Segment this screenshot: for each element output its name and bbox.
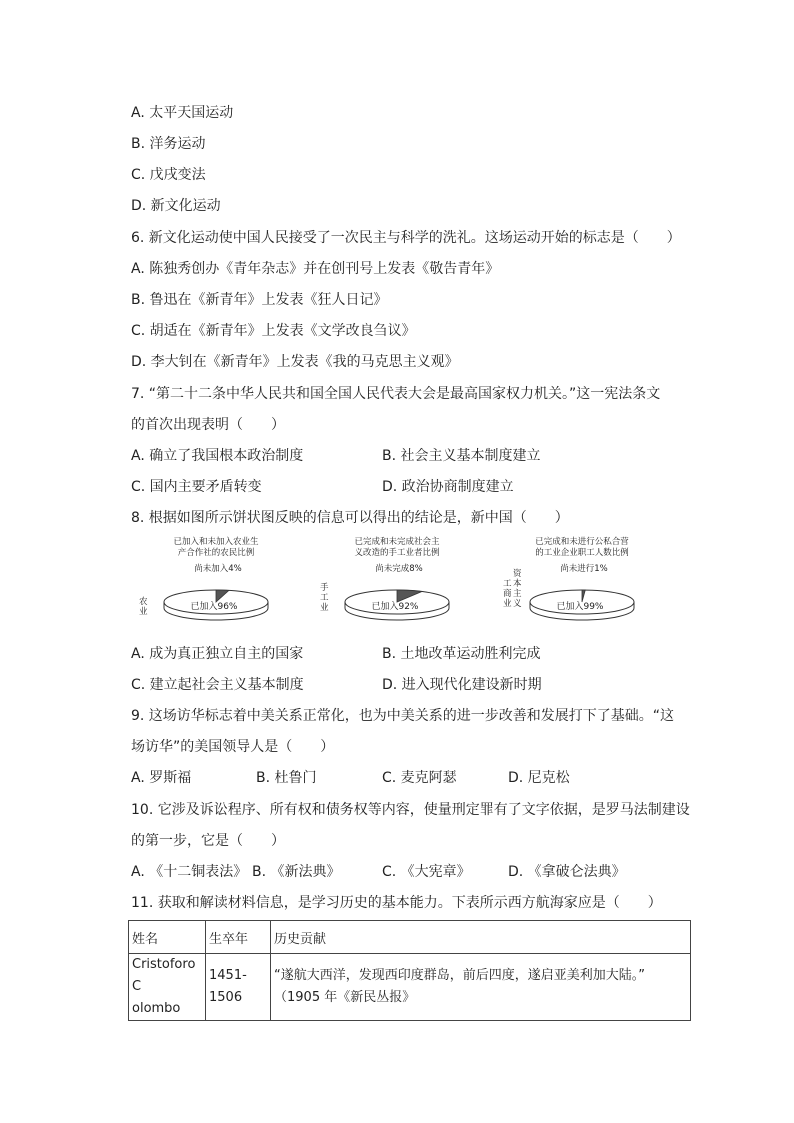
q9-stem-line1: 9. 这场访华标志着中美关系正常化，也为中美关系的进一步改善和发展打下了基础。“这: [131, 708, 675, 724]
pie-industry-svg: [497, 534, 647, 624]
q8-option-c: C. 建立起社会主义基本制度: [131, 677, 304, 693]
pie-side-label-char: 本: [513, 579, 522, 589]
q10-stem-line1: 10. 它涉及诉讼程序、所有权和债务权等内容，使量刑定罪有了文字依据，是罗马法制建设: [131, 802, 690, 818]
q7-option-d: D. 政治协商制度建立: [382, 479, 514, 495]
cell-contribution-line1: “遂航大西洋，发现西印度群岛，前后四度，遂启亚美利加大陆。”: [274, 968, 645, 983]
pie-slice-small-label: 尚未加入4%: [194, 564, 242, 574]
q6-stem: 6. 新文化运动使中国人民接受了一次民主与科学的洗礼。这场运动开始的标志是（ ）: [131, 230, 681, 246]
q6-option-c: C. 胡适在《新青年》上发表《文学改良刍议》: [131, 323, 416, 339]
q5-option-a: A. 太平天国运动: [131, 105, 234, 121]
q10-option-a: A. 《十二铜表法》: [131, 864, 248, 880]
q10-option-b: B. 《新法典》: [252, 864, 341, 880]
cell-years: 1451-1506: [206, 954, 271, 1021]
table-header-row: [129, 921, 691, 954]
pie-slice-main-label: 已加入96%: [190, 602, 238, 612]
q10-option-c: C. 《大宪章》: [382, 864, 471, 880]
q7-stem-line1: 7. “第二十二条中华人民共和国全国人民代表大会是最高国家权力机关。”这一宪法条文: [131, 386, 661, 402]
pie-side-label-char: 商: [503, 589, 512, 599]
q6-option-d: D. 李大钊在《新青年》上发表《我的马克思主义观》: [131, 354, 459, 370]
pie-side-label-char: 农: [139, 597, 148, 607]
pie-side-label-char: 资: [513, 569, 522, 579]
q8-option-d: D. 进入现代化建设新时期: [382, 677, 542, 693]
q7-option-b: B. 社会主义基本制度建立: [382, 448, 541, 464]
q9-option-b: B. 杜鲁门: [256, 770, 317, 786]
pie-side-label-char: 业: [503, 599, 512, 609]
pie-chart-handicraft: [312, 534, 462, 624]
q8-stem: 8. 根据如图所示饼状图反映的信息可以得出的结论是，新中国（ ）: [131, 510, 569, 526]
header-name: 姓名: [129, 921, 206, 954]
q11-stem: 11. 获取和解读材料信息，是学习历史的基本能力。下表所示西方航海家应是（ ）: [131, 895, 662, 911]
table-row: [129, 954, 691, 1021]
header-years: 生卒年: [206, 921, 271, 954]
q7-option-a: A. 确立了我国根本政治制度: [131, 448, 304, 464]
q9-stem-line2: 场访华”的美国领导人是（ ）: [131, 739, 335, 755]
pie-caption-line: 已完成和未进行公私合营: [535, 537, 629, 547]
cell-name: [129, 954, 206, 1021]
q8-option-a: A. 成为真正独立自主的国家: [131, 646, 304, 662]
q5-option-d: D. 新文化运动: [131, 198, 221, 214]
q10-stem-line2: 的第一步，它是（ ）: [131, 833, 285, 849]
cell-name-line2: olombo: [132, 1001, 181, 1016]
pie-side-label-char: 工: [320, 593, 329, 603]
pie-side-label-char: 义: [513, 599, 522, 609]
pie-side-label-char: 业: [139, 607, 148, 617]
pie-side-label-char: 工: [503, 579, 512, 589]
q5-option-c: C. 戊戌变法: [131, 167, 206, 183]
pie-caption-line: 已加入和未加入农业生: [173, 537, 259, 547]
pie-side-label-char: 主: [513, 589, 522, 599]
pie-side-label-char: 业: [320, 603, 329, 613]
q5-option-b: B. 洋务运动: [131, 136, 206, 152]
q6-option-b: B. 鲁迅在《新青年》上发表《狂人日记》: [131, 292, 388, 308]
q9-option-d: D. 尼克松: [508, 770, 570, 786]
pie-caption-line: 已完成和未完成社会主: [354, 537, 440, 547]
cell-name-line1: Cristoforo C: [132, 957, 196, 994]
pie-caption-line: 产合作社的农民比例: [177, 548, 255, 558]
q9-option-a: A. 罗斯福: [131, 770, 192, 786]
header-contribution: 历史贡献: [271, 921, 691, 954]
q8-option-b: B. 土地改革运动胜利完成: [382, 646, 541, 662]
q7-stem-line2: 的首次出现表明（ ）: [131, 417, 285, 433]
pie-caption-line: 的工业企业职工人数比例: [535, 548, 629, 558]
pie-chart-capitalist-industry: [497, 534, 647, 624]
pie-slice-small-label: 尚未进行1%: [560, 564, 608, 574]
pie-agriculture-svg: [131, 534, 281, 624]
q10-option-d: D. 《拿破仑法典》: [508, 864, 626, 880]
pie-slice-main-label: 已加入99%: [556, 602, 604, 612]
q9-option-c: C. 麦克阿瑟: [382, 770, 457, 786]
pie-side-label-char: 手: [320, 583, 329, 593]
pie-slice-main-label: 已加入92%: [371, 602, 419, 612]
pie-caption-line: 义改造的手工业者比例: [354, 548, 440, 558]
pie-handicraft-svg: [312, 534, 462, 624]
pie-chart-agriculture: [131, 534, 281, 624]
q7-option-c: C. 国内主要矛盾转变: [131, 479, 262, 495]
pie-slice-small-label: 尚未完成8%: [375, 564, 423, 574]
cell-contribution-line2: （1905 年《新民丛报》: [274, 990, 416, 1005]
navigator-table: [128, 920, 691, 1021]
cell-contribution: [271, 954, 691, 1021]
q6-option-a: A. 陈独秀创办《青年杂志》并在创刊号上发表《敬告青年》: [131, 261, 500, 277]
